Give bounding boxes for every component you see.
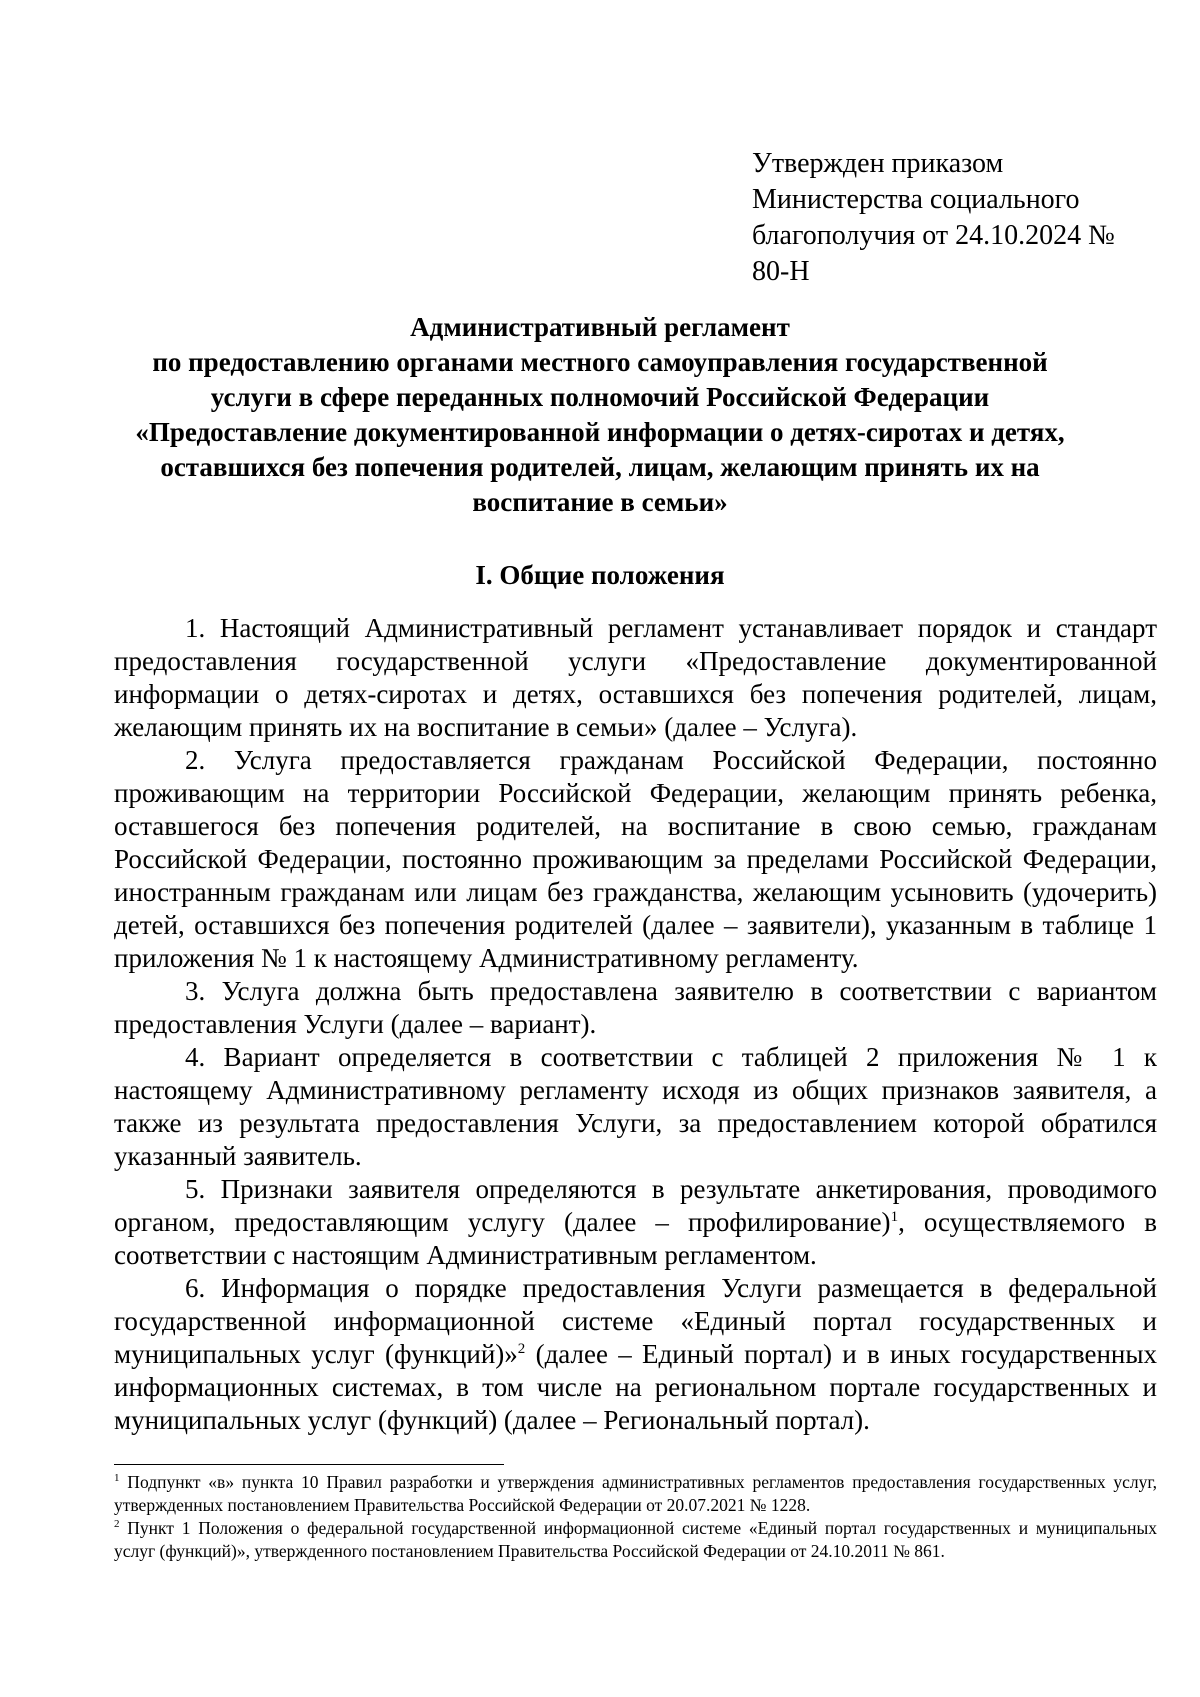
approval-line: Министерства социального [752, 184, 1080, 215]
paragraph-text: 6. Информация о порядке предоставления Услуги размещается в федеральной государственной информационной системе «Единый портал государственных и муниципальных услуг (функций)» [114, 1273, 1157, 1369]
paragraph-text: (далее – Единый портал) и в иных государственных информационных системах, в том числе на региональном портале государственных и муниципальных услуг (функций) (далее – Региональный портал). [114, 1339, 1158, 1435]
footnote-separator [114, 1464, 504, 1465]
footnote-reference: 2 [517, 1341, 526, 1357]
document-body [114, 612, 1157, 1437]
footnote-reference: 1 [890, 1209, 899, 1225]
paragraph-1: 1. Настоящий Административный регламент устанавливает порядок и стандарт предоставления государственной услуги «Предоставление документированной информации о детях-сиротах и детях, оставшихся без попечения родителей, лицам, желающим принять их на воспитание в семьи» (далее – Услуга). [114, 613, 1157, 742]
title-line: воспитание в семьи» [472, 487, 728, 517]
footnote-1 [114, 1471, 1157, 1517]
footnote-mark: 1 [114, 1472, 120, 1485]
footnotes [114, 1471, 1157, 1563]
paragraph-text: 5. Признаки заявителя определяются в результате анкетирования, проводимого органом, предоставляющим услугу (далее – профилирование) [114, 1174, 1157, 1237]
title-line: по предоставлению органами местного самоуправления государственной [152, 347, 1048, 377]
paragraph-2: 2. Услуга предоставляется гражданам Российской Федерации, постоянно проживающим на территории Российской Федерации, желающим принять ребенка, оставшегося без попечения родителей, на воспитание в свою семью, гражданам Российской Федерации, постоянно проживающим за пределами Российской Федерации, иностранным гражданам или лицам без гражданства, желающим усыновить (удочерить) детей, оставшихся без попечения родителей (далее – заявители), указанным в таблице 1 приложения № 1 к настоящему Административному регламенту. [114, 745, 1157, 973]
approval-line: 80-Н [752, 256, 810, 287]
footnote-2 [114, 1517, 1157, 1563]
footnote-text: Подпункт «в» пункта 10 Правил разработки и утверждения административных регламентов предоставления государственных услуг, утвержденных постановлением Правительства Российской Федерации от 20.07.2021 № 1228. [114, 1472, 1157, 1515]
approval-stamp [752, 146, 1132, 290]
title-line: Административный регламент [410, 312, 790, 342]
approval-line: Утвержден приказом [752, 148, 1004, 179]
title-line: услуги в сфере переданных полномочий Российской Федерации [210, 382, 990, 412]
title-line: оставшихся без попечения родителей, лицам, желающим принять их на [160, 452, 1040, 482]
title-line: «Предоставление документированной информации о детях-сиротах и детях, [135, 417, 1065, 447]
paragraph-4: 4. Вариант определяется в соответствии с таблицей 2 приложения № 1 к настоящему Административному регламенту исходя из общих признаков заявителя, а также из результата предоставления Услуги, за предоставлением которой обратился указанный заявитель. [114, 1042, 1157, 1171]
footnote-text: Пункт 1 Положения о федеральной государственной информационной системе «Единый портал государственных и муниципальных услуг (функций)», утвержденного постановлением Правительства Российской Федерации от 24.10.2011 № 861. [114, 1518, 1157, 1561]
document-title [112, 310, 1088, 520]
section-heading: I. Общие положения [475, 560, 725, 590]
footnote-mark: 2 [114, 1518, 120, 1531]
paragraph-text: , осуществляемого в соответствии с настоящим Административным регламентом. [114, 1207, 1157, 1270]
paragraph-5 [114, 1173, 1157, 1272]
paragraph-6 [114, 1272, 1157, 1437]
approval-line: благополучия от 24.10.2024 № [752, 220, 1115, 251]
paragraph-3: 3. Услуга должна быть предоставлена заявителю в соответствии с вариантом предоставления Услуги (далее – вариант). [114, 976, 1157, 1039]
